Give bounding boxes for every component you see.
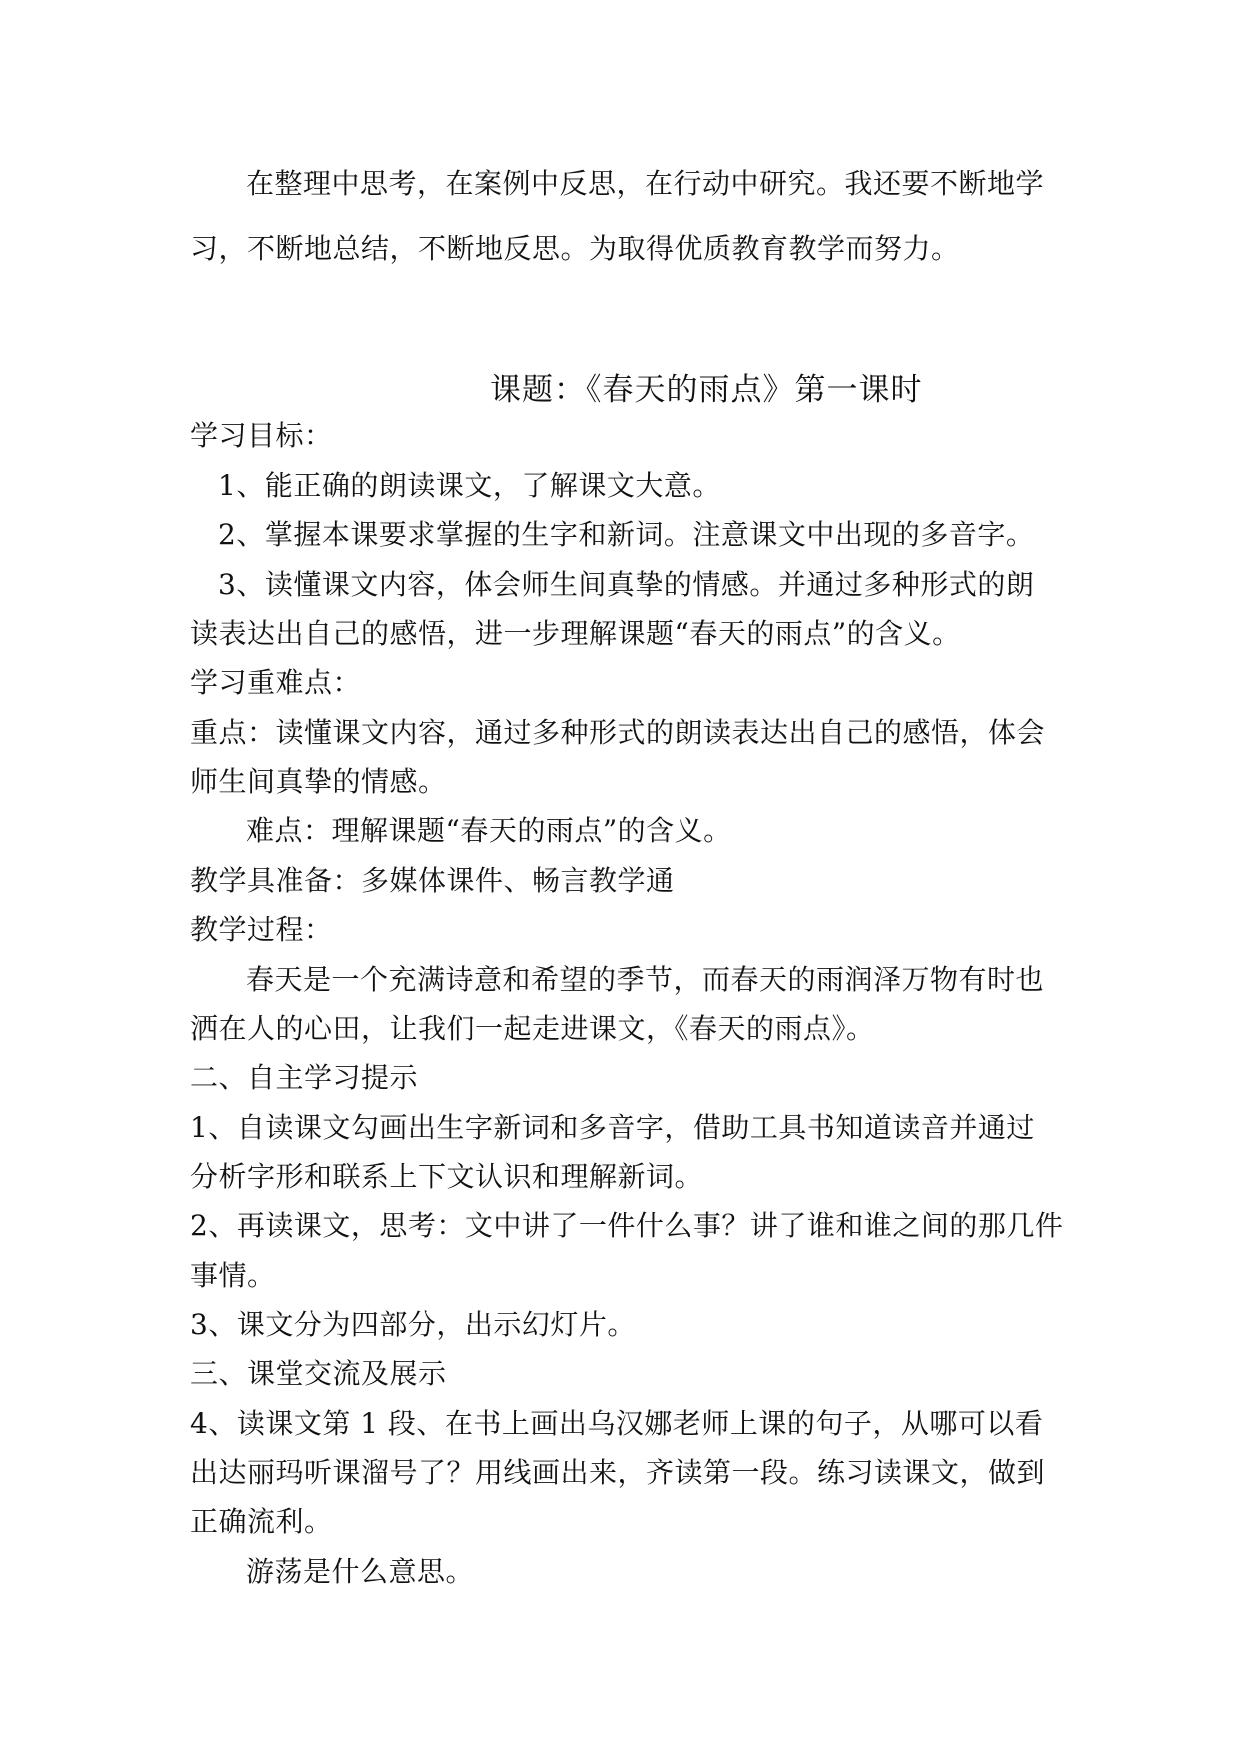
step-4-line-3: 正确流利。 bbox=[190, 1505, 333, 1538]
lesson-title: 课题：《春天的雨点》第一课时 bbox=[490, 372, 923, 408]
focus-line-1: 重点：读懂课文内容，通过多种形式的朗读表达出自己的感悟，体会 bbox=[190, 716, 1046, 749]
step-4-line-1: 4、读课文第 1 段、在书上画出乌汉娜老师上课的句子，从哪可以看 bbox=[190, 1407, 1044, 1440]
step-4-line-2: 出达丽玛听课溜号了？用线画出来，齐读第一段。练习读课文，做到 bbox=[190, 1456, 1046, 1489]
process-intro-line-1: 春天是一个充满诗意和希望的季节，而春天的雨润泽万物有时也 bbox=[246, 963, 1045, 996]
objective-item-2: 2、掌握本课要求掌握的生字和新词。注意课文中出现的多音字。 bbox=[218, 518, 1035, 551]
process-heading: 教学过程： bbox=[190, 913, 333, 946]
process-intro-line-2: 洒在人的心田，让我们一起走进课文，《春天的雨点》。 bbox=[190, 1012, 875, 1045]
step-1-line-1: 1、自读课文勾画出生字新词和多音字，借助工具书知道读音并通过 bbox=[190, 1111, 1035, 1144]
difficulty-line: 难点：理解课题“春天的雨点”的含义。 bbox=[246, 814, 732, 847]
focus-line-2: 师生间真挚的情感。 bbox=[190, 765, 447, 798]
intro-line-2: 习，不断地总结，不断地反思。为取得优质教育教学而努力。 bbox=[190, 232, 960, 265]
step-3-line: 3、课文分为四部分，出示幻灯片。 bbox=[190, 1308, 636, 1341]
objective-item-1: 1、能正确的朗读课文，了解课文大意。 bbox=[218, 469, 721, 502]
section-3-heading: 三、课堂交流及展示 bbox=[190, 1357, 447, 1390]
question-line: 游荡是什么意思。 bbox=[246, 1555, 475, 1588]
objectives-heading: 学习目标： bbox=[190, 419, 333, 452]
step-1-line-2: 分析字形和联系上下文认识和理解新词。 bbox=[190, 1160, 704, 1193]
objective-item-3-line-1: 3、读懂课文内容，体会师生间真挚的情感。并通过多种形式的朗 bbox=[218, 568, 1035, 601]
objective-item-3-line-2: 读表达出自己的感悟，进一步理解课题“春天的雨点”的含义。 bbox=[190, 617, 961, 650]
step-2-line-2: 事情。 bbox=[190, 1259, 276, 1292]
materials-line: 教学具准备：多媒体课件、畅言教学通 bbox=[190, 864, 675, 897]
section-2-heading: 二、自主学习提示 bbox=[190, 1061, 419, 1094]
step-2-line-1: 2、再读课文，思考：文中讲了一件什么事？讲了谁和谁之间的那几件 bbox=[190, 1209, 1064, 1242]
intro-line-1: 在整理中思考，在案例中反思，在行动中研究。我还要不断地学 bbox=[246, 167, 1045, 200]
key-points-heading: 学习重难点： bbox=[190, 666, 362, 699]
